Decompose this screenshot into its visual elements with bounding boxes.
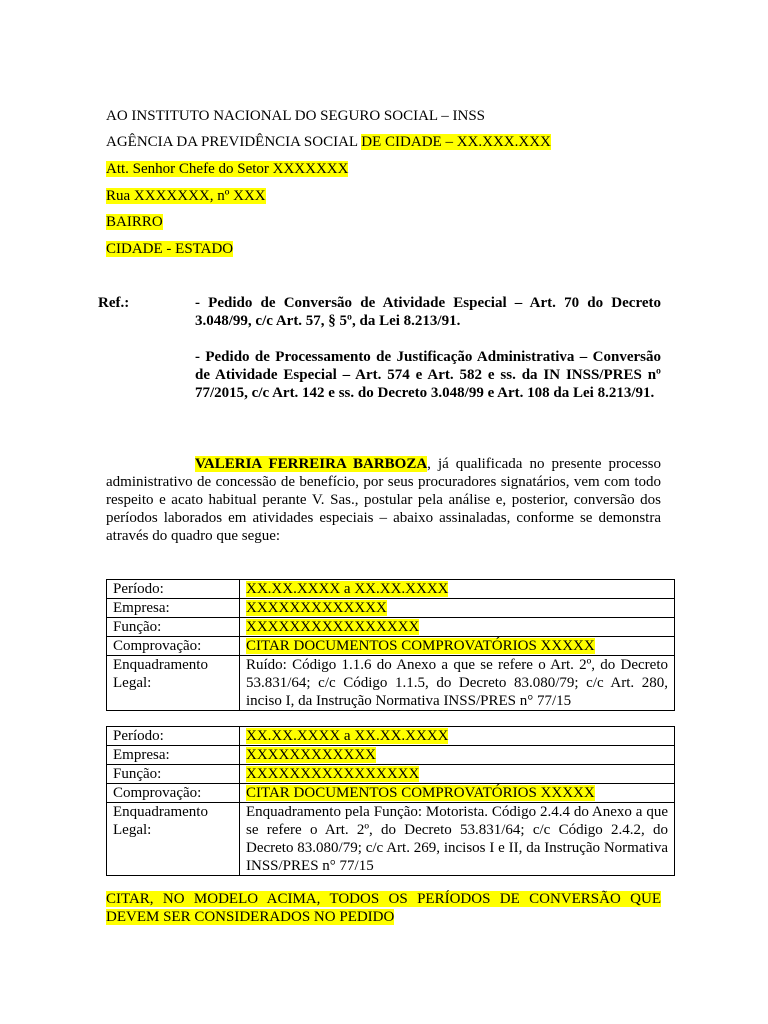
body-paragraph (106, 455, 661, 545)
claimant-name: VALERIA FERREIRA BARBOZA (195, 456, 428, 472)
evidence-value-cell (240, 784, 675, 803)
addressee-line: AO INSTITUTO NACIONAL DO SEGURO SOCIAL – INSS (106, 108, 486, 124)
closing-text: CITAR, NO MODELO ACIMA, TODOS OS PERÍODOS DE CONVERSÃO QUE DEVEM SER CONSIDERADOS NO PEDIDO (106, 891, 661, 925)
table-row (107, 599, 675, 618)
period-value: XX.XX.XXXX a XX.XX.XXXX (246, 581, 449, 597)
role-value: XXXXXXXXXXXXXXXX (246, 619, 420, 635)
closing-instruction (106, 890, 661, 926)
role-value-cell (240, 618, 675, 637)
evidence-label: Comprovação: (107, 784, 240, 803)
table-row (107, 765, 675, 784)
attention-line (106, 160, 348, 178)
ref-label: Ref.: (98, 295, 130, 311)
table-row (107, 803, 675, 876)
legal-basis-value: Enquadramento pela Função: Motorista. Código 2.4.4 do Anexo a que se refere o Art. 2º, do Decreto 53.831/64; c/c Código 2.4.2, do Decreto 83.080/79; c/c Art. 269, incisos I e II, da Instrução Normativa INSS/PRES n° 77/15 (240, 803, 675, 876)
agency-prefix: AGÊNCIA DA PREVIDÊNCIA SOCIAL (106, 134, 362, 150)
table-row (107, 727, 675, 746)
company-value-cell (240, 599, 675, 618)
street-text: Rua XXXXXXX, nº XXX (106, 188, 266, 204)
table-row (107, 656, 675, 711)
company-value-cell (240, 746, 675, 765)
company-value: XXXXXXXXXXXX (246, 747, 376, 763)
period-value: XX.XX.XXXX a XX.XX.XXXX (246, 728, 449, 744)
table-row (107, 784, 675, 803)
evidence-value-cell (240, 637, 675, 656)
body-text: , já qualificada no presente processo administrativo de concessão de benefício, por seus procuradores signatários, vem com todo respeito e acato habitual perante V. Sas., postular pela análise e, posterior, conversão dos períodos laborados em atividades especiais – abaixo assinaladas, conforme se demonstra através do quadro que segue: (106, 456, 661, 544)
role-value-cell (240, 765, 675, 784)
agency-city-highlight: DE CIDADE – XX.XXX.XXX (361, 134, 551, 150)
table-row (107, 580, 675, 599)
role-label: Função: (107, 765, 240, 784)
table-row (107, 618, 675, 637)
period-value-cell (240, 727, 675, 746)
street-line (106, 187, 266, 205)
period-table-1 (106, 579, 675, 711)
company-label: Empresa: (107, 746, 240, 765)
legal-basis-label: Enquadramento Legal: (107, 803, 240, 876)
evidence-label: Comprovação: (107, 637, 240, 656)
ref-item-1: - Pedido de Conversão de Atividade Especial – Art. 70 do Decreto 3.048/99, c/c Art. 57, § 5º, da Lei 8.213/91. (195, 295, 661, 329)
attention-text: Att. Senhor Chefe do Setor XXXXXXX (106, 161, 349, 177)
legal-basis-label: Enquadramento Legal: (107, 656, 240, 711)
ref-item-2: - Pedido de Processamento de Justificação Administrativa – Conversão de Atividade Especial – Art. 574 e Art. 582 e ss. da IN INSS/PRES nº 77/2015, c/c Art. 142 e ss. do Decreto 3.048/99 e Art. 108 da Lei 8.213/91. (195, 349, 661, 401)
neighborhood-text: BAIRRO (106, 214, 163, 230)
role-label: Função: (107, 618, 240, 637)
company-label: Empresa: (107, 599, 240, 618)
period-value-cell (240, 580, 675, 599)
legal-basis-value: Ruído: Código 1.1.6 do Anexo a que se refere o Art. 2º, do Decreto 53.831/64; c/c Código 1.1.5, do Decreto 83.080/79; c/c Art. 280, inciso I, da Instrução Normativa INSS/PRES n° 77/15 (240, 656, 675, 711)
company-value: XXXXXXXXXXXXX (246, 600, 387, 616)
agency-line (106, 133, 551, 151)
evidence-value: CITAR DOCUMENTOS COMPROVATÓRIOS XXXXX (246, 638, 595, 654)
city-state-line (106, 240, 233, 258)
period-label: Período: (107, 580, 240, 599)
period-label: Período: (107, 727, 240, 746)
neighborhood-line (106, 213, 163, 231)
period-table-2 (106, 726, 675, 876)
city-state-text: CIDADE - ESTADO (106, 241, 234, 257)
table-row (107, 746, 675, 765)
role-value: XXXXXXXXXXXXXXXX (246, 766, 420, 782)
table-row (107, 637, 675, 656)
evidence-value: CITAR DOCUMENTOS COMPROVATÓRIOS XXXXX (246, 785, 595, 801)
